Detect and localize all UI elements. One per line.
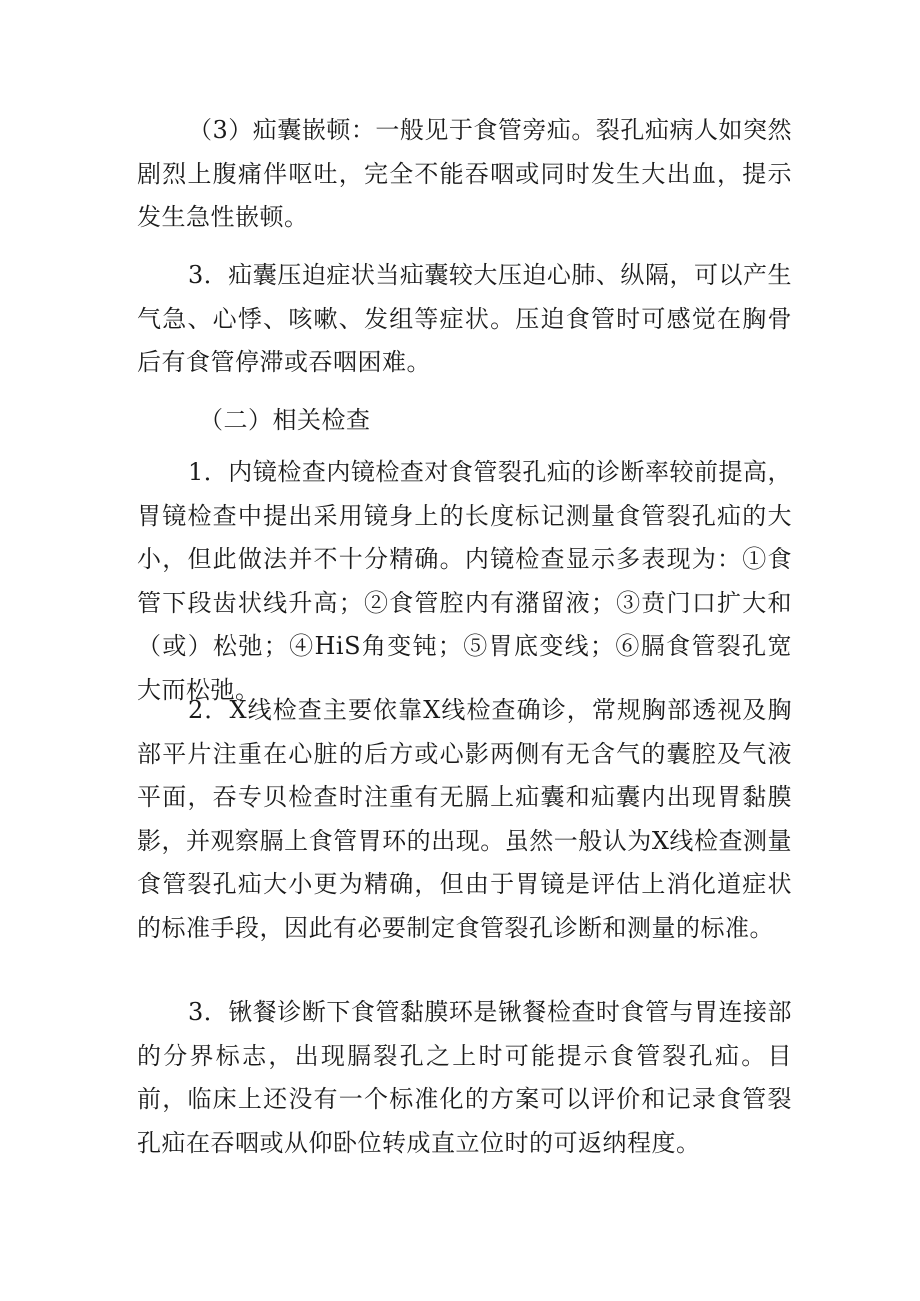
section-heading-related-exams: （二）相关检查	[199, 406, 371, 434]
paragraph-compression-symptoms: 3．疝囊压迫症状当疝囊较大压迫心肺、纵隔，可以产生气急、心悸、咳嗽、发组等症状。压迫食管时可感觉在胸骨后有食管停滞或吞咽困难。	[137, 261, 792, 377]
paragraph-xray: 2．X线检查主要依靠X线检查确诊，常规胸部透视及胸部平片注重在心脏的后方或心影两侧有无含气的囊腔及气液平面，吞专贝检查时注重有无膈上疝囊和疝囊内出现胃黏膜影，并观察膈上食管胃环的出现。虽然一般认为X线检查测量食管裂孔疝大小更为精确，但由于胃镜是评估上消化道症状的标准手段，因此有必要制定食管裂孔诊断和测量的标准。	[137, 696, 792, 942]
paragraph-barium: 3．锹餐诊断下食管黏膜环是锹餐检查时食管与胃连接部的分界标志，出现膈裂孔之上时可能提示食管裂孔疝。目前，临床上还没有一个标准化的方案可以评价和记录食管裂孔疝在吞咽或从仰卧位转成直立位时的可返纳程度。	[137, 998, 792, 1157]
paragraph-endoscopy: 1．内镜检查内镜检查对食管裂孔疝的诊断率较前提高，胃镜检查中提出采用镜身上的长度标记测量食管裂孔疝的大小，但此做法并不十分精确。内镜检查显示多表现为：①食管下段齿状线升高；②食管腔内有潴留液；③贲门口扩大和（或）松弛；④HiS角变钝；⑤胃底变线；⑥膈食管裂孔宽大而松弛。	[137, 458, 792, 704]
paragraph-incarceration: （3）疝囊嵌顿：一般见于食管旁疝。裂孔疝病人如突然剧烈上腹痛伴呕吐，完全不能吞咽或同时发生大出血，提示发生急性嵌顿。	[137, 116, 792, 232]
